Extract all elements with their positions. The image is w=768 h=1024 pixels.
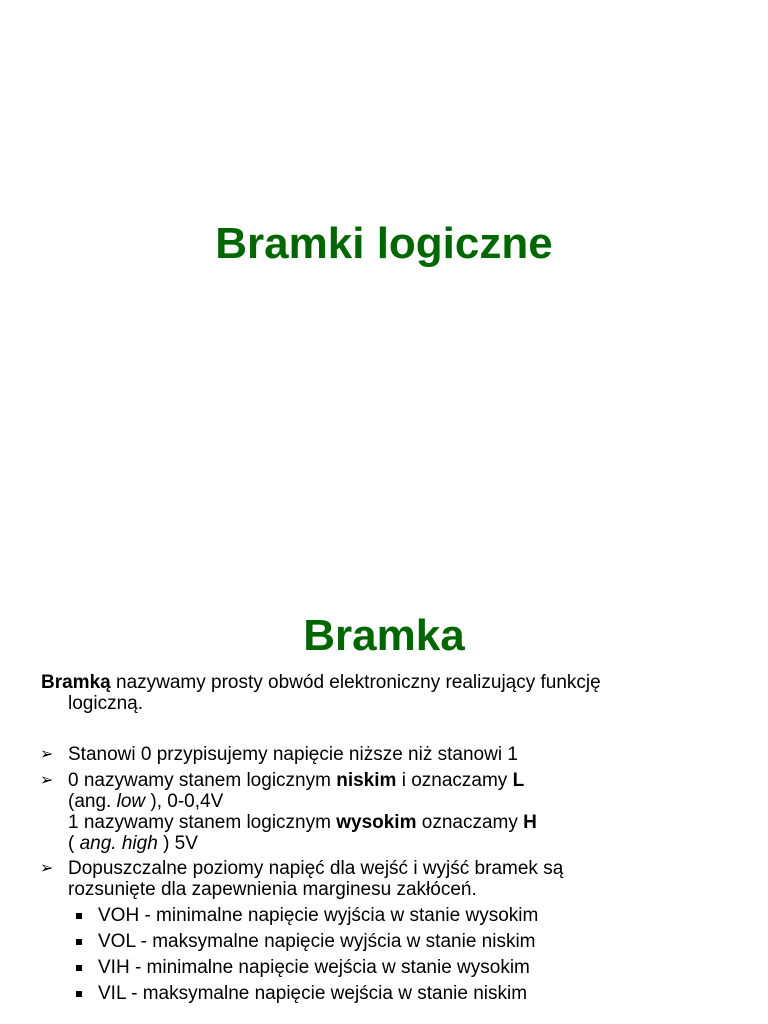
arrow-bullet-icon: ➢ <box>40 746 54 763</box>
sub-item-vih <box>74 957 734 978</box>
text-fragment: ) 5V <box>157 833 198 854</box>
sub-item-vil <box>74 983 734 1004</box>
italic-term-low: low <box>116 791 146 812</box>
intro-continuation: logiczną. <box>68 693 143 714</box>
intro-text: nazywamy prosty obwód elektroniczny realizujący funkcję <box>110 672 601 693</box>
bullet-text: Stanowi 0 przypisujemy napięcie niższe niż stanowi 1 <box>68 744 518 765</box>
intro-bold-term: Bramką <box>41 672 111 693</box>
sub-item-text: VIL - maksymalne napięcie wejścia w stanie niskim <box>98 983 528 1004</box>
sub-item-text: VIH - minimalne napięcie wejścia w stanie wysokim <box>98 957 530 978</box>
bullet-text <box>40 858 740 900</box>
bold-term-wysokim: wysokim <box>336 812 417 833</box>
bullet-item-1 <box>40 744 740 765</box>
bold-term-H: H <box>523 812 537 833</box>
slide-title-bramki-logiczne: Bramki logiczne <box>215 219 553 268</box>
text-fragment: ), 0-0,4V <box>145 791 224 812</box>
bullet-item-2 <box>40 770 740 854</box>
text-fragment: ( <box>68 833 80 854</box>
sub-item-vol <box>74 931 734 952</box>
text-fragment: oznaczamy <box>416 812 524 833</box>
text-fragment: (ang. <box>68 791 117 812</box>
sub-item-voh <box>74 905 734 926</box>
square-bullet-icon <box>76 965 82 971</box>
intro-paragraph <box>41 672 741 714</box>
bold-term-L: L <box>512 770 525 791</box>
italic-term-high: ang. high <box>79 833 158 854</box>
slide-title-bramka: Bramka <box>303 611 465 660</box>
text-fragment: 0 nazywamy stanem logicznym <box>68 770 337 791</box>
text-fragment: 1 nazywamy stanem logicznym <box>68 812 337 833</box>
text-line: Dopuszczalne poziomy napięć dla wejść i wyjść bramek są <box>68 858 564 879</box>
sub-item-text: VOH - minimalne napięcie wyjścia w stanie wysokim <box>98 905 539 926</box>
square-bullet-icon <box>76 913 82 919</box>
bullet-text <box>40 770 740 854</box>
arrow-bullet-icon: ➢ <box>40 772 54 789</box>
bold-term-niskim: niskim <box>336 770 397 791</box>
text-fragment: i oznaczamy <box>396 770 513 791</box>
square-bullet-icon <box>76 991 82 997</box>
sub-item-text: VOL - maksymalne napięcie wyjścia w stanie niskim <box>98 931 536 952</box>
arrow-bullet-icon: ➢ <box>40 860 54 877</box>
square-bullet-icon <box>76 939 82 945</box>
bullet-item-3 <box>40 858 740 900</box>
text-line: rozsunięte dla zapewnienia marginesu zakłóceń. <box>68 879 477 900</box>
